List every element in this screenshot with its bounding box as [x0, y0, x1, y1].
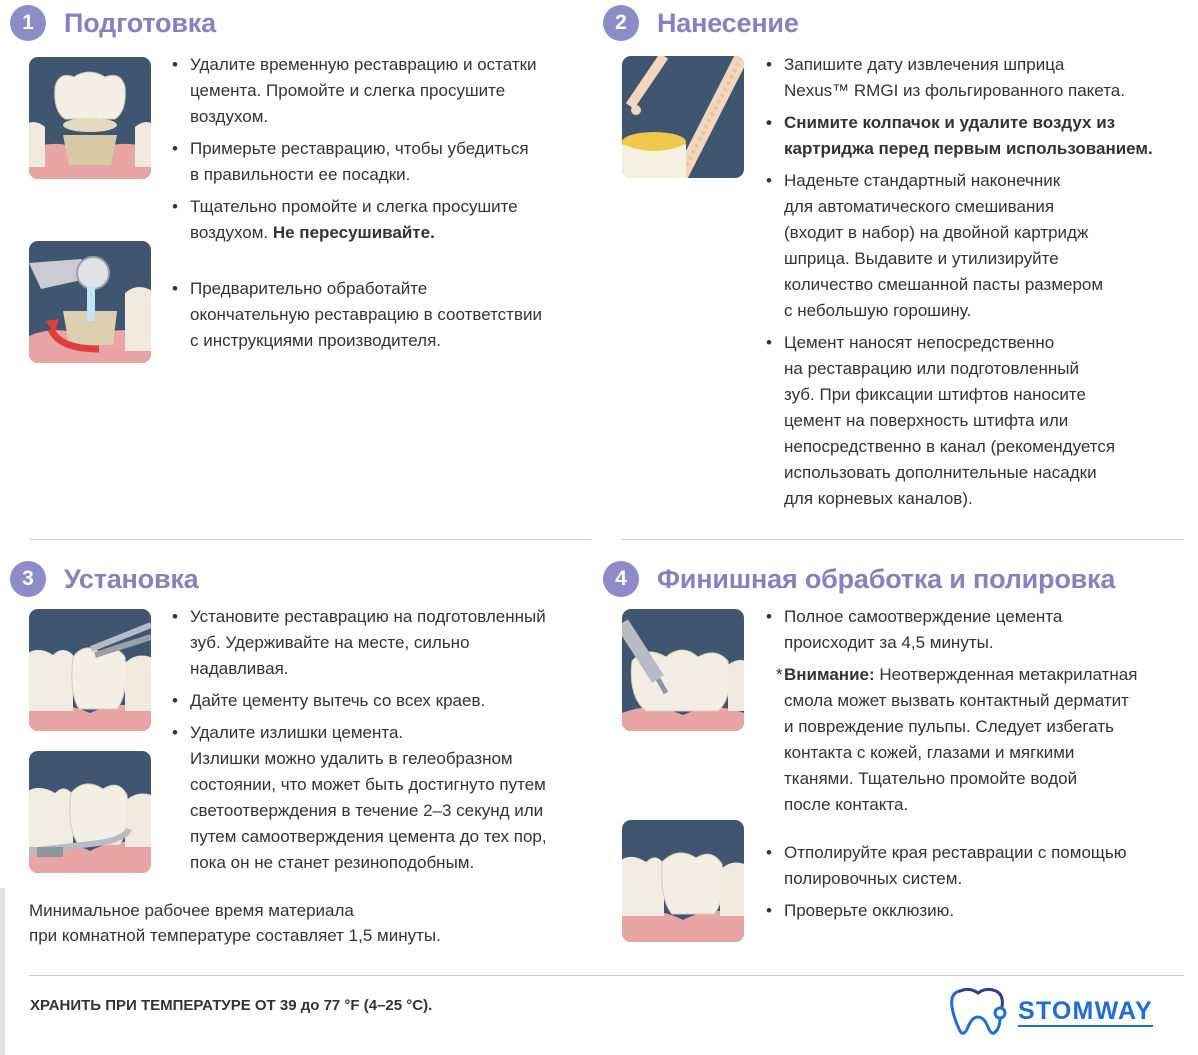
finishing-bur-image	[622, 609, 744, 731]
caution-note: * Внимание: Неотвержденная метакрилатная смола может вызвать контактный дерматит и повреждение пульпы. Следует избегать контакта с кожей, глазами и мягкими тканями. Тщательно промойте водой после контакта.	[776, 665, 1138, 814]
list-item: • Предварительно обработайте окончательную реставрацию в соответствии с инструкциями производителя.	[172, 276, 602, 354]
section-4-header	[603, 561, 1115, 597]
list-item: • Примерьте реставрацию, чтобы убедиться в правильности ее посадки.	[172, 136, 602, 188]
section-title: Установка	[64, 563, 199, 594]
list-item: • Полное самоотверждение цемента происходит за 4,5 минуты.	[766, 604, 1196, 656]
footer-divider	[29, 975, 1184, 976]
section-1-header	[10, 5, 216, 41]
list-item: • Снимите колпачок и удалите воздух из картриджа перед первым использованием.	[766, 110, 1196, 162]
stomway-logo[interactable]	[946, 983, 1153, 1039]
section-title: Нанесение	[657, 7, 799, 38]
list-item: • Дайте цементу вытечь со всех краев.	[172, 688, 602, 714]
step-number-badge: 2	[603, 5, 639, 41]
section-divider	[622, 539, 1184, 540]
working-time-note: Минимальное рабочее время материала при комнатной температуре составляет 1,5 минуты.	[29, 901, 441, 945]
list-item: • Тщательно промойте и слегка просушите воздухом. Не пересушивайте.	[172, 194, 602, 246]
list-item: • Удалите излишки цемента. Излишки можно удалить в гелеобразном состоянии, что может быть достигнуто путем светоотверждения в течение 2–3 секунд или путем самоотверждения цемента до тех пор, пока он не станет резиноподобным.	[172, 720, 602, 876]
caution-label: Внимание:	[784, 665, 875, 684]
list-item: • Цемент наносят непосредственно на реставрацию или подготовленный зуб. При фиксации штифтов наносите цемент на поверхность штифта или непосредственно в канал (рекомендуется использовать дополнительные насадки для корневых каналов).	[766, 330, 1196, 512]
list-item: • Проверьте окклюзию.	[766, 898, 1196, 924]
handpiece-drill-image	[29, 241, 151, 363]
section-2-instructions	[766, 52, 1196, 518]
step-number-badge: 3	[10, 561, 46, 597]
tweezers-placement-image	[29, 609, 151, 731]
section-3-header	[10, 561, 198, 597]
section-1-instructions	[172, 52, 602, 360]
section-title: Подготовка	[64, 7, 216, 38]
tooth-logo-icon	[946, 983, 1010, 1039]
storage-instructions: ХРАНИТЬ ПРИ ТЕМПЕРАТУРЕ ОТ 39 до 77 °F (4–25 °C).	[30, 997, 433, 1014]
section-divider	[29, 539, 591, 540]
list-item: • Установите реставрацию на подготовленный зуб. Удерживайте на месте, сильно надавливая.	[172, 604, 602, 682]
page-edge-bar	[0, 888, 5, 1055]
syringe-dispensing-image	[622, 56, 744, 178]
section-2-header	[603, 5, 799, 41]
step-number-badge: 4	[603, 561, 639, 597]
section-4-instructions	[766, 604, 1196, 930]
section-title: Финишная обработка и полировка	[657, 563, 1116, 594]
tooth-crown-prep-image	[29, 57, 151, 179]
list-item: • Запишите дату извлечения шприца Nexus™ RMGI из фольгированного пакета.	[766, 52, 1196, 104]
list-item: • Наденьте стандартный наконечник для автоматического смешивания (входит в набор) на двойной картридж шприца. Выдавите и утилизируйте количество смешанной пасты размером с небольшую горошину.	[766, 168, 1196, 324]
step-number-badge: 1	[10, 5, 46, 41]
excess-removal-image	[29, 751, 151, 873]
logo-wordmark: STOMWAY	[1018, 996, 1153, 1025]
warning-bold-text: Не пересушивайте.	[272, 223, 435, 242]
list-item: • Удалите временную реставрацию и остатки цемента. Промойте и слегка просушите воздухом.	[172, 52, 602, 130]
section-3-instructions	[172, 604, 602, 882]
polished-teeth-image	[622, 820, 744, 942]
list-item: • Отполируйте края реставрации с помощью полировочных систем.	[766, 840, 1196, 892]
